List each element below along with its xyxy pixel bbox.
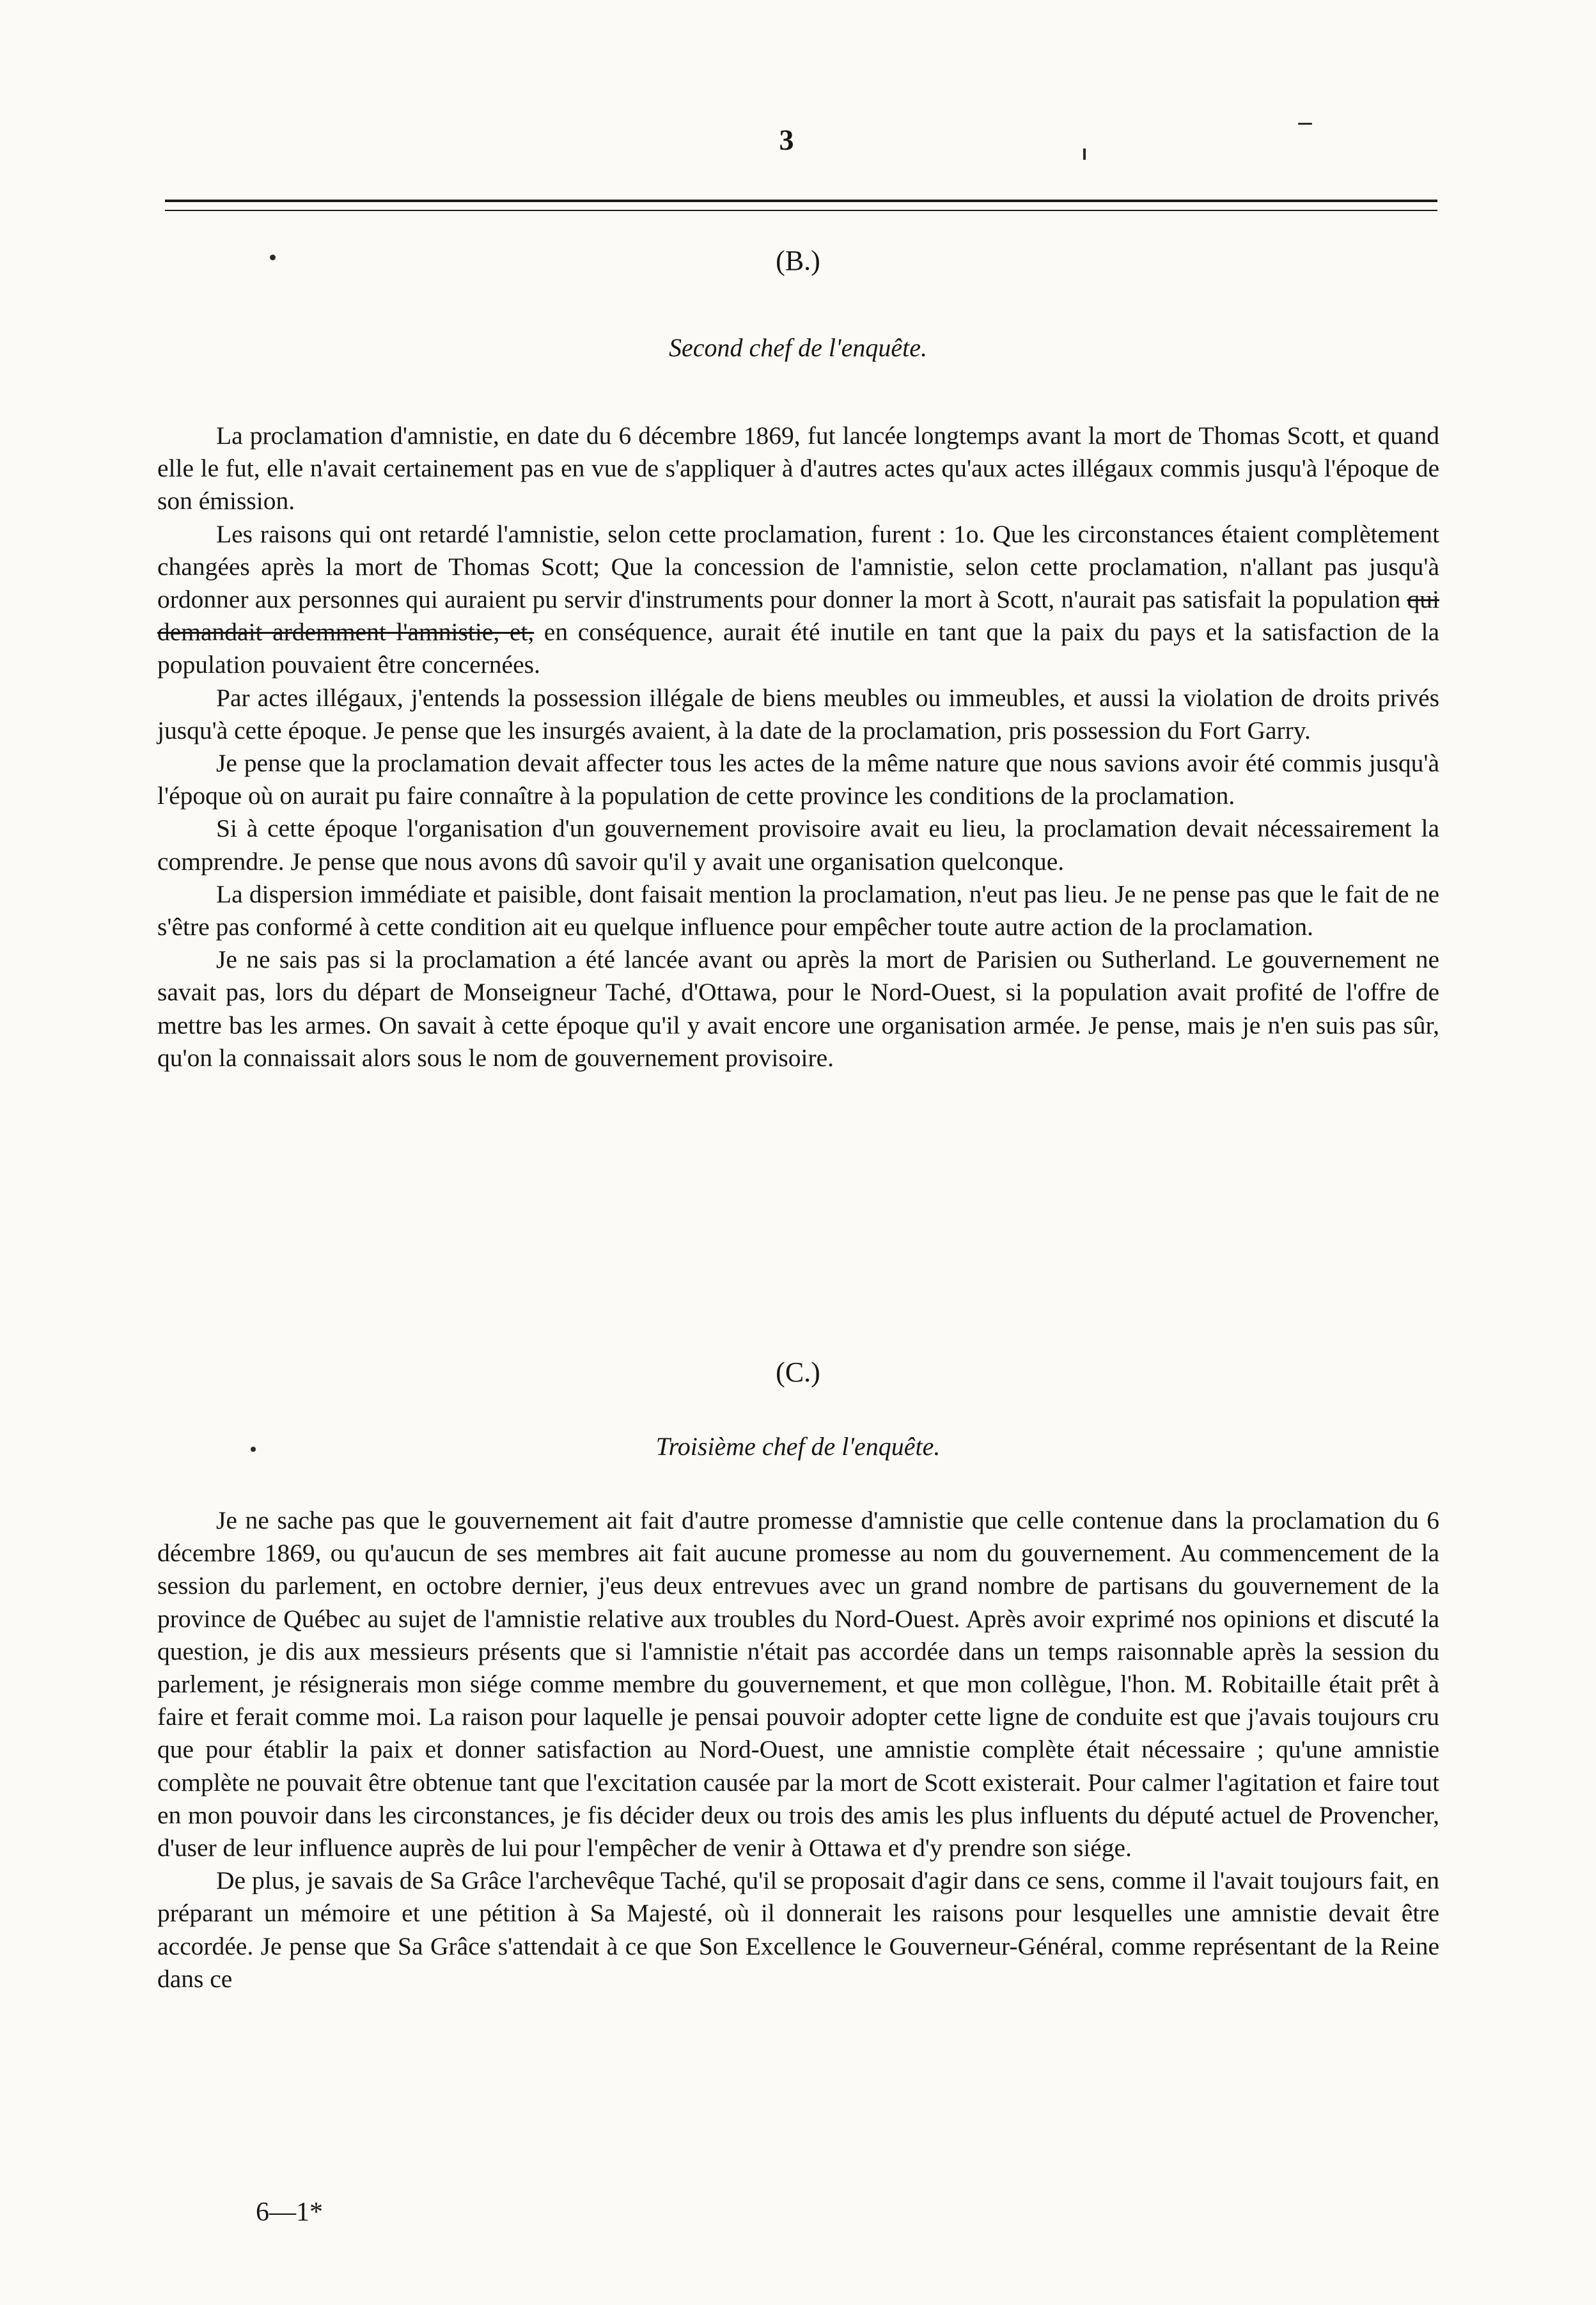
section-c-title: Troisième chef de l'enquête. xyxy=(655,1432,941,1461)
section-c-label: (C.) xyxy=(776,1357,820,1388)
section-b-title: Second chef de l'enquête. xyxy=(669,333,927,362)
paragraph: La dispersion immédiate et paisible, dont faisait mention la proclamation, n'eut pas lieu. Je ne pense pas que le fait de ne s'être pas conformé à cette condition ait eu quelque influence pour empêcher toute autre action de la proclamation. xyxy=(157,879,1439,941)
scan-speck xyxy=(1298,123,1312,125)
header-rule xyxy=(165,200,1437,202)
paragraph: Si à cette époque l'organisation d'un gouvernement provisoire avait eu lieu, la proclamation devait nécessairement la comprendre. Je pense que nous avons dû savoir qu'il y avait une organisation quelconque. xyxy=(157,814,1439,876)
section-b-body xyxy=(157,420,1439,1074)
paragraph: Je ne sache pas que le gouvernement ait fait d'autre promesse d'amnistie que celle contenue dans la proclamation du 6 décembre 1869, ou qu'aucun de ses membres ait fait aucune promesse au nom du gouvernement. Au commencement de la session du parlement, en octobre dernier, j'eus deux entrevues avec un grand nombre de partisans du gouvernement de la province de Québec au sujet de l'amnistie relative aux troubles du Nord-Ouest. Après avoir exprimé nos opinions et discuté la question, je dis aux messieurs présents que si l'amnistie n'était pas accordée dans un temps raisonnable après la session du parlement, je résignerais mon siége comme membre du gouvernement, et que mon collègue, l'hon. M. Robitaille était prêt à faire et ferait comme moi. La raison pour laquelle je pensai pouvoir adopter cette ligne de conduite est que j'avais toujours cru que pour établir la paix et donner satisfaction au Nord-Ouest, une amnistie complète était nécessaire ; qu'une amnistie complète ne pouvait être obtenue tant que l'excitation causée par la mort de Scott existerait. Pour calmer l'agitation et faire tout en mon pouvoir dans les circonstances, je fis décider deux ou trois des amis les plus influents du député actuel de Provencher, d'user de leur influence auprès de lui pour l'empêcher de venir à Ottawa et d'y prendre son siége. xyxy=(157,1506,1439,1862)
section-c-body xyxy=(157,1504,1439,1995)
page-number: 3 xyxy=(779,123,794,156)
paragraph: La proclamation d'amnistie, en date du 6 décembre 1869, fut lancée longtemps avant la mort de Thomas Scott, et quand elle le fut, elle n'avait certainement pas en vue de s'appliquer à d'autres actes qu'aux actes illégaux commis jusqu'à l'époque de son émission. xyxy=(157,421,1439,515)
scan-speck xyxy=(1083,148,1086,160)
paragraph-text: Les raisons qui ont retardé l'amnistie, selon cette proclamation, furent : 1o. Que les circonstances étaient complètement changées après la mort de Thomas Scott; Que la concession de l'amnistie, selon cette proclamation, n'allant pas jusqu'à ordonner aux personnes qui auraient pu servir d'instruments pour donner la mort à Scott, n'aurait pas satisfait la population xyxy=(157,519,1439,614)
signature-mark: 6—1* xyxy=(256,2198,323,2227)
scan-speck xyxy=(251,1447,256,1452)
header-rule-thin xyxy=(165,210,1437,211)
scan-speck xyxy=(270,255,276,260)
paragraph: De plus, je savais de Sa Grâce l'archevêque Taché, qu'il se proposait d'agir dans ce sens, comme il l'avait toujours fait, en préparant un mémoire et une pétition à Sa Majesté, où il donnerait les raisons pour lesquelles une amnistie devait être accordée. Je pense que Sa Grâce s'attendait à ce que Son Excellence le Gouverneur-Général, comme représentant de la Reine dans ce xyxy=(157,1866,1439,1993)
struck-text: qui demandait ardemment l'amnistie, et, xyxy=(157,585,1439,647)
paragraph: Par actes illégaux, j'entends la possession illégale de biens meubles ou immeubles, et aussi la violation de droits privés jusqu'à cette époque. Je pense que les insurgés avaient, à la date de la proclamation, pris possession du Fort Garry. xyxy=(157,683,1439,744)
paragraph-text: en conséquence, aurait été inutile en tant que la paix du pays et la satisfaction de la population pouvaient être concernées. xyxy=(157,618,1439,679)
paragraph: Je ne sais pas si la proclamation a été lancée avant ou après la mort de Parisien ou Sutherland. Le gouvernement ne savait pas, lors du départ de Monseigneur Taché, d'Ottawa, pour le Nord-Ouest, si la population avait profité de l'offre de mettre bas les armes. On savait à cette époque qu'il y avait encore une organisation armée. Je pense, mais je n'en suis pas sûr, qu'on la connaissait alors sous le nom de gouvernement provisoire. xyxy=(157,945,1439,1072)
section-b-label: (B.) xyxy=(776,245,820,276)
paragraph xyxy=(157,518,1439,682)
paragraph: Je pense que la proclamation devait affecter tous les actes de la même nature que nous savions avoir été commis jusqu'à l'époque où on aurait pu faire connaître à la population de cette province les conditions de la proclamation. xyxy=(157,749,1439,810)
